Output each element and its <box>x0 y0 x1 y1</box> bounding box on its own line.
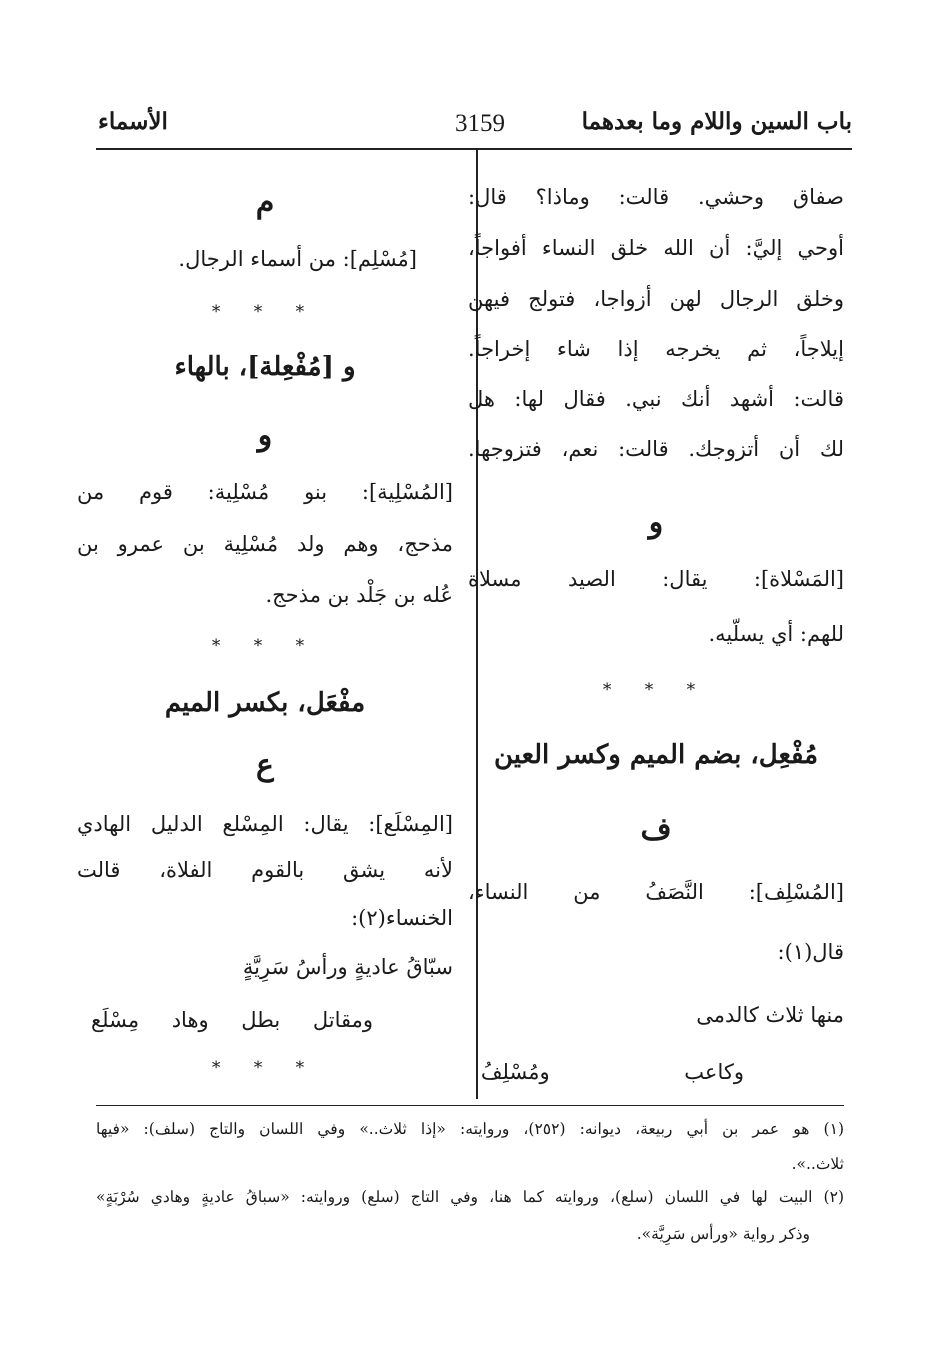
header-rule <box>96 148 852 150</box>
entry-muslia-cont: مذحج، وهم ولد مُسْلِية بن عمرو بن <box>77 532 453 556</box>
entry-mislaa-cont: الخنساء(٢): <box>351 906 453 930</box>
letter-heading-fa: ف <box>640 812 672 847</box>
verse-line: سبّاقُ عاديةٍ ورأسُ سَرِيَّةٍ <box>242 955 453 979</box>
text-line: قالت: أشهد أنك نبي. فقال لها: هل <box>468 387 844 411</box>
verse-line: وكاعب ومُسْلِفُ <box>480 1060 744 1084</box>
entry-muslif-cont: قال(١): <box>777 940 844 964</box>
entry-muslia-cont: عُله بن جَلْد بن مذحج. <box>265 583 453 607</box>
entry-mislaa-cont: لأنه يشق بالقوم الفلاة، قالت <box>77 858 453 882</box>
footnote-1: (١) هو عمر بن أبي ربيعة، ديوانه: (٢٥٢)، وروايته: «إذا ثلاث..» وفي اللسان والتاج (سلف): «فيها <box>96 1120 844 1138</box>
letter-heading-ain: ع <box>256 748 274 783</box>
separator-stars: * * * <box>211 302 319 322</box>
entry-maslat: [المَسْلاة]: يقال: الصيد مسلاة <box>468 567 844 591</box>
section-heading: مفْعَل، بكسر الميم <box>164 688 366 718</box>
footnote-rule <box>96 1105 844 1106</box>
verse-line: منها ثلاث كالدمى <box>696 1003 844 1027</box>
text-line: إيلاجاً، ثم يخرجه إذا شاء إخراجاً. <box>468 337 844 361</box>
footnote-2: (٢) البيت لها في اللسان (سلع)، وروايته كما هنا، وفي التاج (سلع) وروايته: «سباقُ عاديةٍ وهادي سُرْبَةٍ» <box>96 1188 844 1206</box>
running-header-section: الأسماء <box>98 108 168 135</box>
letter-heading-mim: م <box>255 185 275 220</box>
footnote-1-cont: ثلاث..». <box>791 1155 844 1173</box>
separator-stars: * * * <box>211 1058 319 1078</box>
text-line: صفاق وحشي. قالت: وماذا؟ قال: <box>468 185 844 209</box>
entry-muslim: [مُسْلِم]: من أسماء الرجال. <box>178 247 417 271</box>
section-heading: مُفْعِل، بضم الميم وكسر العين <box>493 740 819 770</box>
section-heading: و [مُفْعِلة]، بالهاء <box>174 352 356 382</box>
letter-heading-waw: و <box>648 505 664 540</box>
running-header-chapter: باب السين واللام وما بعدهما <box>581 108 852 135</box>
entry-maslat-cont: للهم: أي يسلّيه. <box>708 622 844 646</box>
text-line: لك أن أتزوجك. قالت: نعم، فتزوجها. <box>468 437 844 461</box>
text-line: أوحي إليَّ: أن الله خلق النساء أفواجاً، <box>468 236 844 260</box>
text-line: وخلق الرجال لهن أزواجا، فتولج فيهن <box>468 287 844 311</box>
page-number: 3159 <box>455 110 505 137</box>
entry-mislaa: [المِسْلَع]: يقال: المِسْلع الدليل الهادي <box>77 812 453 836</box>
footnote-2-cont: وذكر رواية «ورأس سَرِيَّة». <box>636 1225 810 1243</box>
entry-muslif: [المُسْلِف]: النَّصَفُ من النساء، <box>468 880 844 904</box>
separator-stars: * * * <box>602 680 710 700</box>
letter-heading-waw: و <box>257 418 273 453</box>
entry-muslia: [المُسْلِية]: بنو مُسْلِية: قوم من <box>77 480 453 504</box>
separator-stars: * * * <box>211 636 319 656</box>
verse-line: ومقاتل بطل وهاد مِسْلَع <box>91 1008 373 1032</box>
